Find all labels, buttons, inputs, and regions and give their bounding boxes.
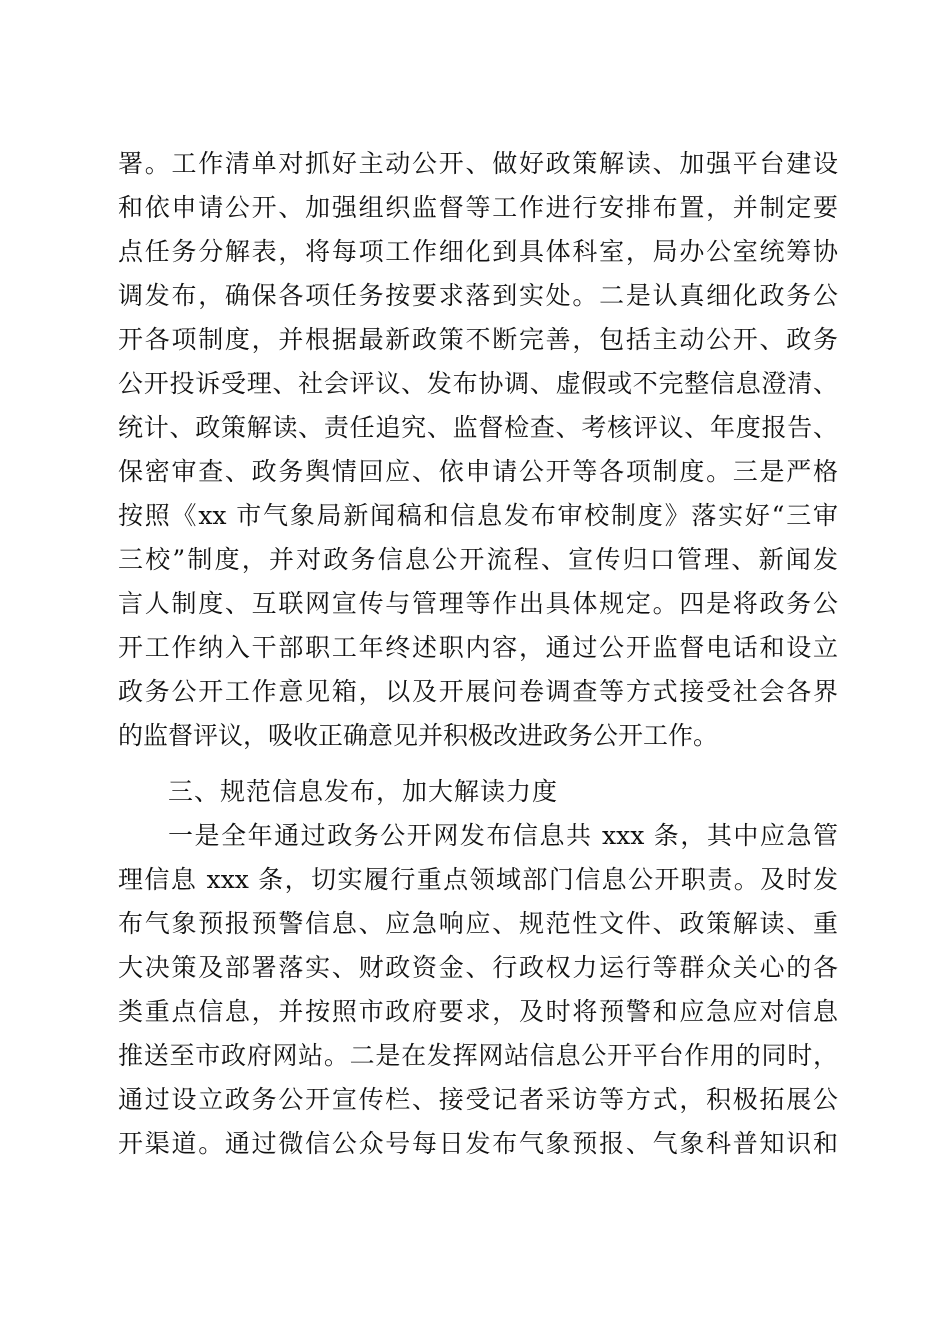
- paragraph-line: 一是全年通过政务公开网发布信息共 xxx 条，其中应急管: [168, 821, 838, 850]
- section-heading: 三、规范信息发布，加大解读力度: [168, 777, 559, 806]
- paragraph-line: 通过设立政务公开宣传栏、接受记者采访等方式，积极拓展公: [118, 1085, 838, 1114]
- paragraph-line: 公开投诉受理、社会评议、发布协调、虚假或不完整信息澄清、: [118, 369, 838, 398]
- paragraph-line: 统计、政策解读、责任追究、监督检查、考核评议、年度报告、: [118, 413, 838, 442]
- paragraph-line: 政务公开工作意见箱，以及开展问卷调查等方式接受社会各界: [118, 677, 838, 706]
- paragraph-line: 大决策及部署落实、财政资金、行政权力运行等群众关心的各: [118, 953, 838, 982]
- paragraph-line: 布气象预报预警信息、应急响应、规范性文件、政策解读、重: [118, 909, 838, 938]
- paragraph-line: 开渠道。通过微信公众号每日发布气象预报、气象科普知识和: [118, 1129, 838, 1158]
- paragraph-line: 保密审查、政务舆情回应、依申请公开等各项制度。三是严格: [118, 457, 838, 486]
- paragraph-line: 调发布，确保各项任务按要求落到实处。二是认真细化政务公: [118, 281, 838, 310]
- paragraph-line: 开各项制度，并根据最新政策不断完善，包括主动公开、政务: [118, 325, 838, 354]
- paragraph-line: 三校”制度，并对政务信息公开流程、宣传归口管理、新闻发: [118, 545, 838, 574]
- paragraph-line: 和依申请公开、加强组织监督等工作进行安排布置，并制定要: [118, 193, 838, 222]
- paragraph-line: 推送至市政府网站。二是在发挥网站信息公开平台作用的同时，: [118, 1041, 838, 1070]
- paragraph-line: 按照《xx 市气象局新闻稿和信息发布审校制度》落实好“三审: [118, 501, 838, 530]
- paragraph-line: 的监督评议，吸收正确意见并积极改进政务公开工作。: [118, 721, 719, 750]
- paragraph-line: 开工作纳入干部职工年终述职内容，通过公开监督电话和设立: [118, 633, 838, 662]
- paragraph-line: 类重点信息，并按照市政府要求，及时将预警和应急应对信息: [118, 997, 838, 1026]
- paragraph-line: 点任务分解表，将每项工作细化到具体科室，局办公室统筹协: [118, 237, 838, 266]
- paragraph-line: 署。工作清单对抓好主动公开、做好政策解读、加强平台建设: [118, 149, 838, 178]
- paragraph-line: 理信息 xxx 条，切实履行重点领域部门信息公开职责。及时发: [118, 865, 838, 894]
- paragraph-line: 言人制度、互联网宣传与管理等作出具体规定。四是将政务公: [118, 589, 838, 618]
